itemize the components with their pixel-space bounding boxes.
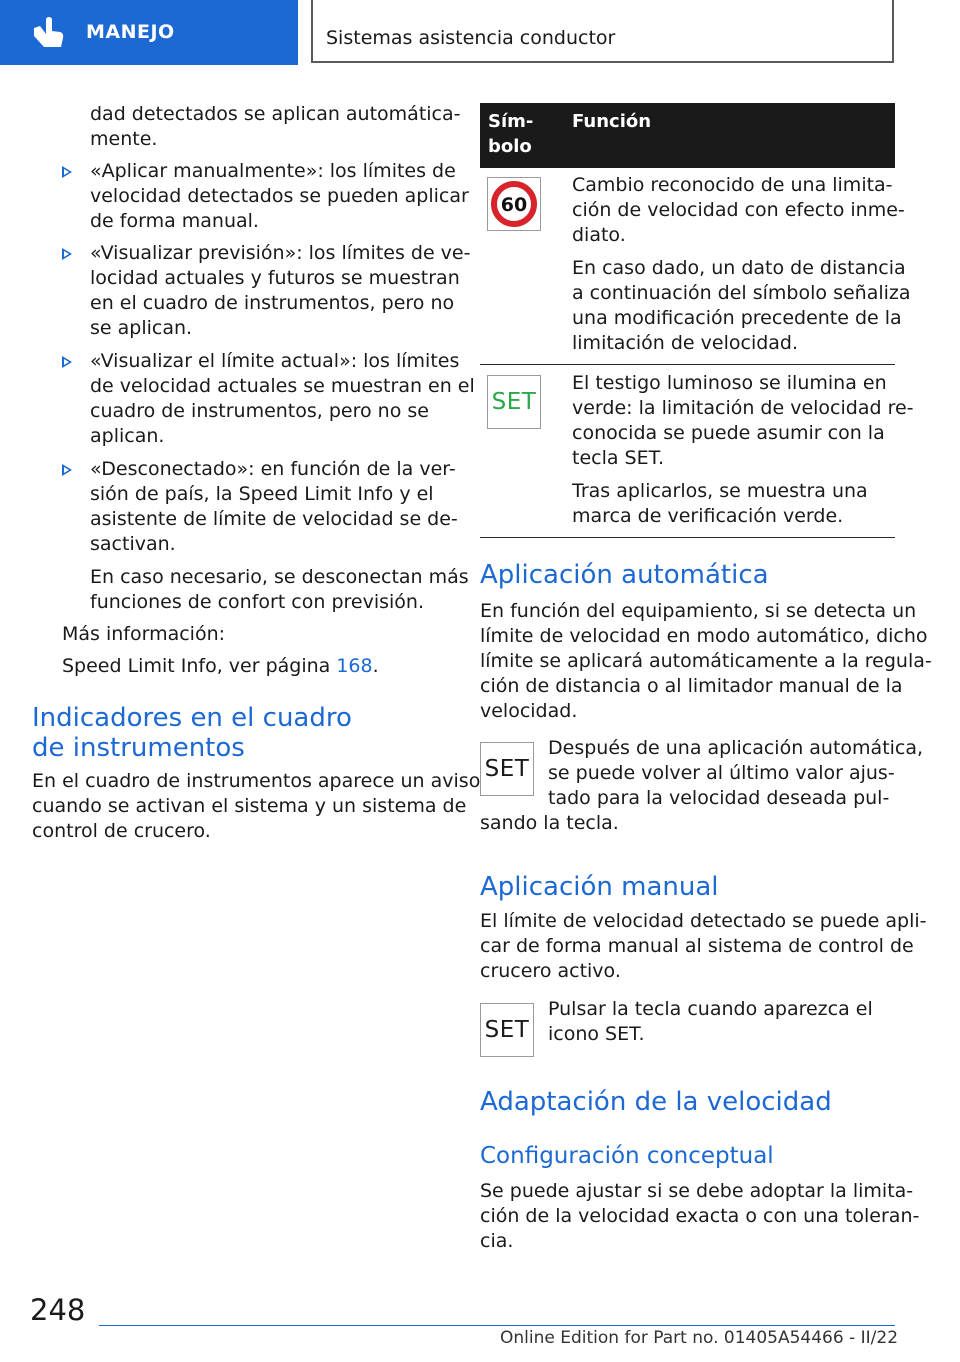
adapt-heading: Adaptación de la velocidad: [480, 1087, 832, 1117]
steering-hand-icon: [28, 16, 68, 50]
adapt-body-3: cia.: [480, 1230, 514, 1252]
auto-body-1: En función del equipamiento, si se detecta un: [480, 600, 917, 622]
set-green-icon-text: SET: [491, 389, 537, 415]
bullet-3-line-4: aplican.: [90, 425, 165, 447]
row-1-p1-line-3: diato.: [572, 224, 626, 246]
auto-body-2: límite de velocidad en modo automático, dicho: [480, 625, 928, 647]
page-number: 248: [30, 1293, 86, 1327]
row-2-p1-line-3: conocida se puede asumir con la: [572, 422, 885, 444]
row-1-p2-line-3: una modificación precedente de la: [572, 307, 902, 329]
auto-note-2: se puede volver al último valor ajus-: [548, 762, 895, 784]
more-info-label: Más información:: [62, 623, 226, 645]
bullet-marker-icon: [62, 248, 72, 260]
row-2-p2-line-2: marca de verificación verde.: [572, 505, 844, 527]
bullet-2-line-1: «Visualizar previsión»: los límites de ve-: [90, 242, 471, 264]
section-heading-line-1: Indicadores en el cuadro: [32, 703, 352, 733]
row-2-p1-line-4: tecla SET.: [572, 447, 665, 469]
bullet-4-line-3: asistente de límite de velocidad se de-: [90, 508, 458, 530]
col-function: Función: [572, 111, 652, 132]
adapt-subheading: Configuración conceptual: [480, 1143, 774, 1169]
row-1-p2-line-1: En caso dado, un dato de distancia: [572, 257, 906, 279]
section-body-1: En el cuadro de instrumentos aparece un aviso: [32, 770, 481, 792]
bullet-2-line-4: se aplican.: [90, 317, 193, 339]
auto-body-5: velocidad.: [480, 700, 578, 722]
bullet-2-line-2: locidad actuales y futuros se muestran: [90, 267, 460, 289]
page-link[interactable]: 168: [336, 655, 373, 677]
col-symbol-line-1: Sím-: [488, 111, 534, 132]
manual-body-2: car de forma manual al sistema de control de: [480, 935, 914, 957]
adapt-body-1: Se puede ajustar si se debe adoptar la limita-: [480, 1180, 914, 1202]
row-2-p2-line-1: Tras aplicarlos, se muestra una: [572, 480, 868, 502]
row-1-p2-line-2: a continuación del símbolo señaliza: [572, 282, 911, 304]
bullet-marker-icon: [62, 464, 72, 476]
table-row-divider: [480, 364, 895, 365]
bullet-3-line-1: «Visualizar el límite actual»: los límites: [90, 350, 460, 372]
bullet-1-line-3: de forma manual.: [90, 210, 259, 232]
bullet-marker-icon: [62, 166, 72, 178]
intro-continuation-2: mente.: [90, 128, 158, 150]
row-1-p1-line-2: ción de velocidad con efecto inme-: [572, 199, 905, 221]
bullet-note-1: En caso necesario, se desconectan más: [90, 566, 469, 588]
footer-rule: [99, 1325, 895, 1326]
auto-note-3: tado para la velocidad deseada pul-: [548, 787, 890, 809]
manual-note-1: Pulsar la tecla cuando aparezca el: [548, 998, 873, 1020]
section-heading-line-2: de instrumentos: [32, 733, 245, 763]
auto-note-1: Después de una aplicación automática,: [548, 737, 924, 759]
intro-continuation-1: dad detectados se aplican automática-: [90, 103, 461, 125]
adapt-body-2: ción de la velocidad exacta o con una toleran-: [480, 1205, 920, 1227]
chapter-title: Sistemas asistencia conductor: [326, 27, 616, 49]
row-1-p2-line-4: limitación de velocidad.: [572, 332, 799, 354]
reference-end: .: [372, 655, 379, 677]
page-reference: [62, 654, 379, 679]
bullet-4-line-2: sión de país, la Speed Limit Info y el: [90, 483, 434, 505]
table-bottom-rule: [480, 537, 895, 538]
row-2-p1-line-1: El testigo luminoso se ilumina en: [572, 372, 887, 394]
set-button-icon-text: SET: [484, 1017, 530, 1043]
auto-body-4: ción de distancia o al limitador manual de la: [480, 675, 903, 697]
col-symbol-line-2: bolo: [488, 136, 532, 157]
bullet-4-line-1: «Desconectado»: en función de la ver-: [90, 458, 456, 480]
set-button-icon: [480, 1003, 534, 1057]
edition-note: Online Edition for Part no. 01405A54466 - II/22: [500, 1328, 899, 1348]
table-header: [480, 103, 895, 168]
speed-limit-60-icon: [487, 177, 541, 231]
section-body-3: control de crucero.: [32, 820, 211, 842]
bullet-4-line-4: sactivan.: [90, 533, 176, 555]
bullet-marker-icon: [62, 356, 72, 368]
section-tab[interactable]: [0, 0, 298, 65]
set-button-icon-text: SET: [484, 756, 530, 782]
bullet-2-line-3: en el cuadro de instrumentos, pero no: [90, 292, 455, 314]
auto-heading: Aplicación automática: [480, 560, 769, 590]
reference-text: Speed Limit Info, ver página: [62, 655, 337, 677]
section-body-2: cuando se activan el sistema y un sistema de: [32, 795, 467, 817]
bullet-3-line-2: de velocidad actuales se muestran en el: [90, 375, 475, 397]
manual-note-2: icono SET.: [548, 1023, 645, 1045]
bullet-3-line-3: cuadro de instrumentos, pero no se: [90, 400, 429, 422]
bullet-note-2: funciones de confort con previsión.: [90, 591, 425, 613]
set-green-icon: [487, 375, 541, 429]
row-2-p1-line-2: verde: la limitación de velocidad re-: [572, 397, 914, 419]
svg-text:60: 60: [500, 194, 528, 216]
row-1-p1-line-1: Cambio reconocido de una limita-: [572, 174, 893, 196]
manual-body-3: crucero activo.: [480, 960, 621, 982]
manual-body-1: El límite de velocidad detectado se puede apli-: [480, 910, 927, 932]
section-tab-label: MANEJO: [86, 21, 175, 43]
auto-body-3: límite se aplicará automáticamente a la regula-: [480, 650, 932, 672]
auto-note-4: sando la tecla.: [480, 812, 619, 834]
bullet-1-line-2: velocidad detectados se pueden aplicar: [90, 185, 469, 207]
speed-sign-icon: [488, 178, 540, 230]
bullet-1-line-1: «Aplicar manualmente»: los límites de: [90, 160, 456, 182]
manual-heading: Aplicación manual: [480, 872, 719, 902]
set-button-icon: [480, 742, 534, 796]
